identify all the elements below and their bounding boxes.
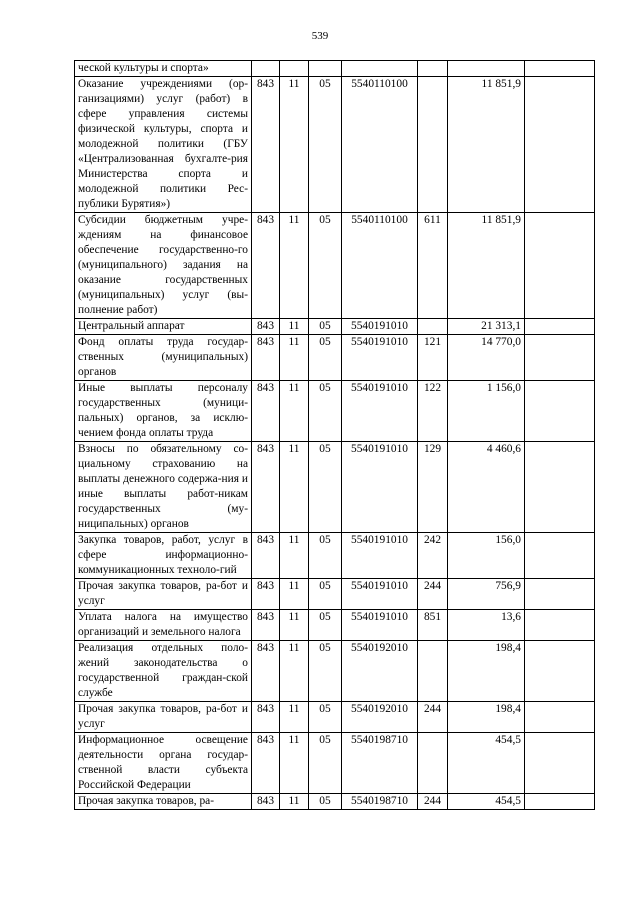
table-row [75,702,595,733]
target-code-cell: 5540191010 [342,533,418,579]
amount-cell: 13,6 [448,610,525,641]
admin-code-cell: 843 [252,335,280,381]
subsection-code-cell: 05 [309,733,342,794]
section-code-cell: 11 [280,579,309,610]
table-row [75,381,595,442]
row-name-cell: Уплата налога на имущество организаций и земельного налога [75,610,252,641]
target-code-cell: 5540191010 [342,381,418,442]
amount-cell: 11 851,9 [448,213,525,319]
subsection-code-cell: 05 [309,319,342,335]
extra-cell [525,442,595,533]
section-code-cell: 11 [280,610,309,641]
expense-type-cell: 242 [418,533,448,579]
table-row [75,442,595,533]
expense-type-cell [418,77,448,213]
amount-cell: 11 851,9 [448,77,525,213]
subsection-code-cell: 05 [309,533,342,579]
table-row [75,641,595,702]
subsection-code-cell: 05 [309,442,342,533]
target-code-cell: 5540191010 [342,579,418,610]
extra-cell [525,61,595,77]
admin-code-cell: 843 [252,794,280,810]
target-code-cell: 5540191010 [342,319,418,335]
amount-cell: 198,4 [448,641,525,702]
subsection-code-cell: 05 [309,77,342,213]
admin-code-cell: 843 [252,533,280,579]
expense-type-cell [418,319,448,335]
amount-cell [448,61,525,77]
amount-cell: 198,4 [448,702,525,733]
admin-code-cell: 843 [252,579,280,610]
subsection-code-cell: 05 [309,702,342,733]
section-code-cell: 11 [280,319,309,335]
budget-table [74,60,595,810]
expense-type-cell: 244 [418,579,448,610]
expense-type-cell: 244 [418,702,448,733]
row-name-cell: Прочая закупка товаров, ра-бот и услуг [75,702,252,733]
amount-cell: 1 156,0 [448,381,525,442]
expense-type-cell: 244 [418,794,448,810]
table-row [75,61,595,77]
amount-cell: 454,5 [448,733,525,794]
target-code-cell: 5540192010 [342,641,418,702]
subsection-code-cell: 05 [309,641,342,702]
section-code-cell: 11 [280,641,309,702]
table-row [75,610,595,641]
admin-code-cell: 843 [252,641,280,702]
amount-cell: 14 770,0 [448,335,525,381]
admin-code-cell: 843 [252,442,280,533]
target-code-cell: 5540198710 [342,733,418,794]
subsection-code-cell: 05 [309,610,342,641]
extra-cell [525,77,595,213]
section-code-cell: 11 [280,442,309,533]
table-row [75,533,595,579]
budget-table-body [75,61,595,810]
section-code-cell: 11 [280,381,309,442]
table-row [75,733,595,794]
expense-type-cell: 129 [418,442,448,533]
subsection-code-cell: 05 [309,335,342,381]
table-row [75,77,595,213]
table-row [75,213,595,319]
expense-type-cell: 851 [418,610,448,641]
extra-cell [525,794,595,810]
section-code-cell: 11 [280,702,309,733]
admin-code-cell: 843 [252,319,280,335]
admin-code-cell: 843 [252,733,280,794]
row-name-cell: Субсидии бюджетным учре-ждениям на финансовое обеспечение государственно-го (муниципального) задания на оказание государственных (муниципальных) услуг (вы-полнение работ) [75,213,252,319]
target-code-cell: 5540110100 [342,77,418,213]
admin-code-cell: 843 [252,381,280,442]
expense-type-cell: 122 [418,381,448,442]
subsection-code-cell: 05 [309,579,342,610]
amount-cell: 4 460,6 [448,442,525,533]
expense-type-cell [418,733,448,794]
subsection-code-cell: 05 [309,381,342,442]
row-name-cell: Оказание учреждениями (ор-ганизациями) услуг (работ) в сфере управления системы физической культуры, спорта и молодежной политики (ГБУ «Централизованная бухгалте-рия Министерства спорта и молодежной политики Рес-публики Бурятия») [75,77,252,213]
admin-code-cell: 843 [252,702,280,733]
extra-cell [525,733,595,794]
target-code-cell: 5540191010 [342,610,418,641]
row-name-cell: Иные выплаты персоналу государственных (муници-пальных) органов, за исклю-чением фонда оплаты труда [75,381,252,442]
section-code-cell: 11 [280,533,309,579]
admin-code-cell: 843 [252,610,280,641]
subsection-code-cell: 05 [309,794,342,810]
row-name-cell: Фонд оплаты труда государ-ственных (муниципальных) органов [75,335,252,381]
extra-cell [525,641,595,702]
admin-code-cell [252,61,280,77]
section-code-cell: 11 [280,335,309,381]
target-code-cell: 5540191010 [342,335,418,381]
section-code-cell: 11 [280,794,309,810]
expense-type-cell: 611 [418,213,448,319]
row-name-cell: Центральный аппарат [75,319,252,335]
table-row [75,319,595,335]
row-name-cell: Закупка товаров, работ, услуг в сфере информационно-коммуникационных техноло-гий [75,533,252,579]
page-number: 539 [311,30,329,42]
section-code-cell [280,61,309,77]
extra-cell [525,381,595,442]
row-name-cell: Взносы по обязательному со-циальному страхованию на выплаты денежного содержа-ния и иные выплаты работ-никам государственных (му-ниципальных) органов [75,442,252,533]
section-code-cell: 11 [280,77,309,213]
subsection-code-cell: 05 [309,213,342,319]
row-name-cell: Прочая закупка товаров, ра- [75,794,252,810]
amount-cell: 454,5 [448,794,525,810]
amount-cell: 21 313,1 [448,319,525,335]
section-code-cell: 11 [280,213,309,319]
expense-type-cell: 121 [418,335,448,381]
table-row [75,335,595,381]
row-name-cell: ческой культуры и спорта» [75,61,252,77]
table-row [75,579,595,610]
row-name-cell: Реализация отдельных поло-жений законодательства о государственной граждан-ской службе [75,641,252,702]
extra-cell [525,579,595,610]
target-code-cell: 5540198710 [342,794,418,810]
admin-code-cell: 843 [252,77,280,213]
extra-cell [525,702,595,733]
target-code-cell [342,61,418,77]
subsection-code-cell [309,61,342,77]
amount-cell: 756,9 [448,579,525,610]
row-name-cell: Информационное освещение деятельности органа государ-ственной власти субъекта Российской Федерации [75,733,252,794]
expense-type-cell [418,61,448,77]
section-code-cell: 11 [280,733,309,794]
table-row [75,794,595,810]
target-code-cell: 5540110100 [342,213,418,319]
row-name-cell: Прочая закупка товаров, ра-бот и услуг [75,579,252,610]
extra-cell [525,610,595,641]
extra-cell [525,319,595,335]
extra-cell [525,213,595,319]
extra-cell [525,533,595,579]
admin-code-cell: 843 [252,213,280,319]
expense-type-cell [418,641,448,702]
extra-cell [525,335,595,381]
target-code-cell: 5540191010 [342,442,418,533]
amount-cell: 156,0 [448,533,525,579]
target-code-cell: 5540192010 [342,702,418,733]
